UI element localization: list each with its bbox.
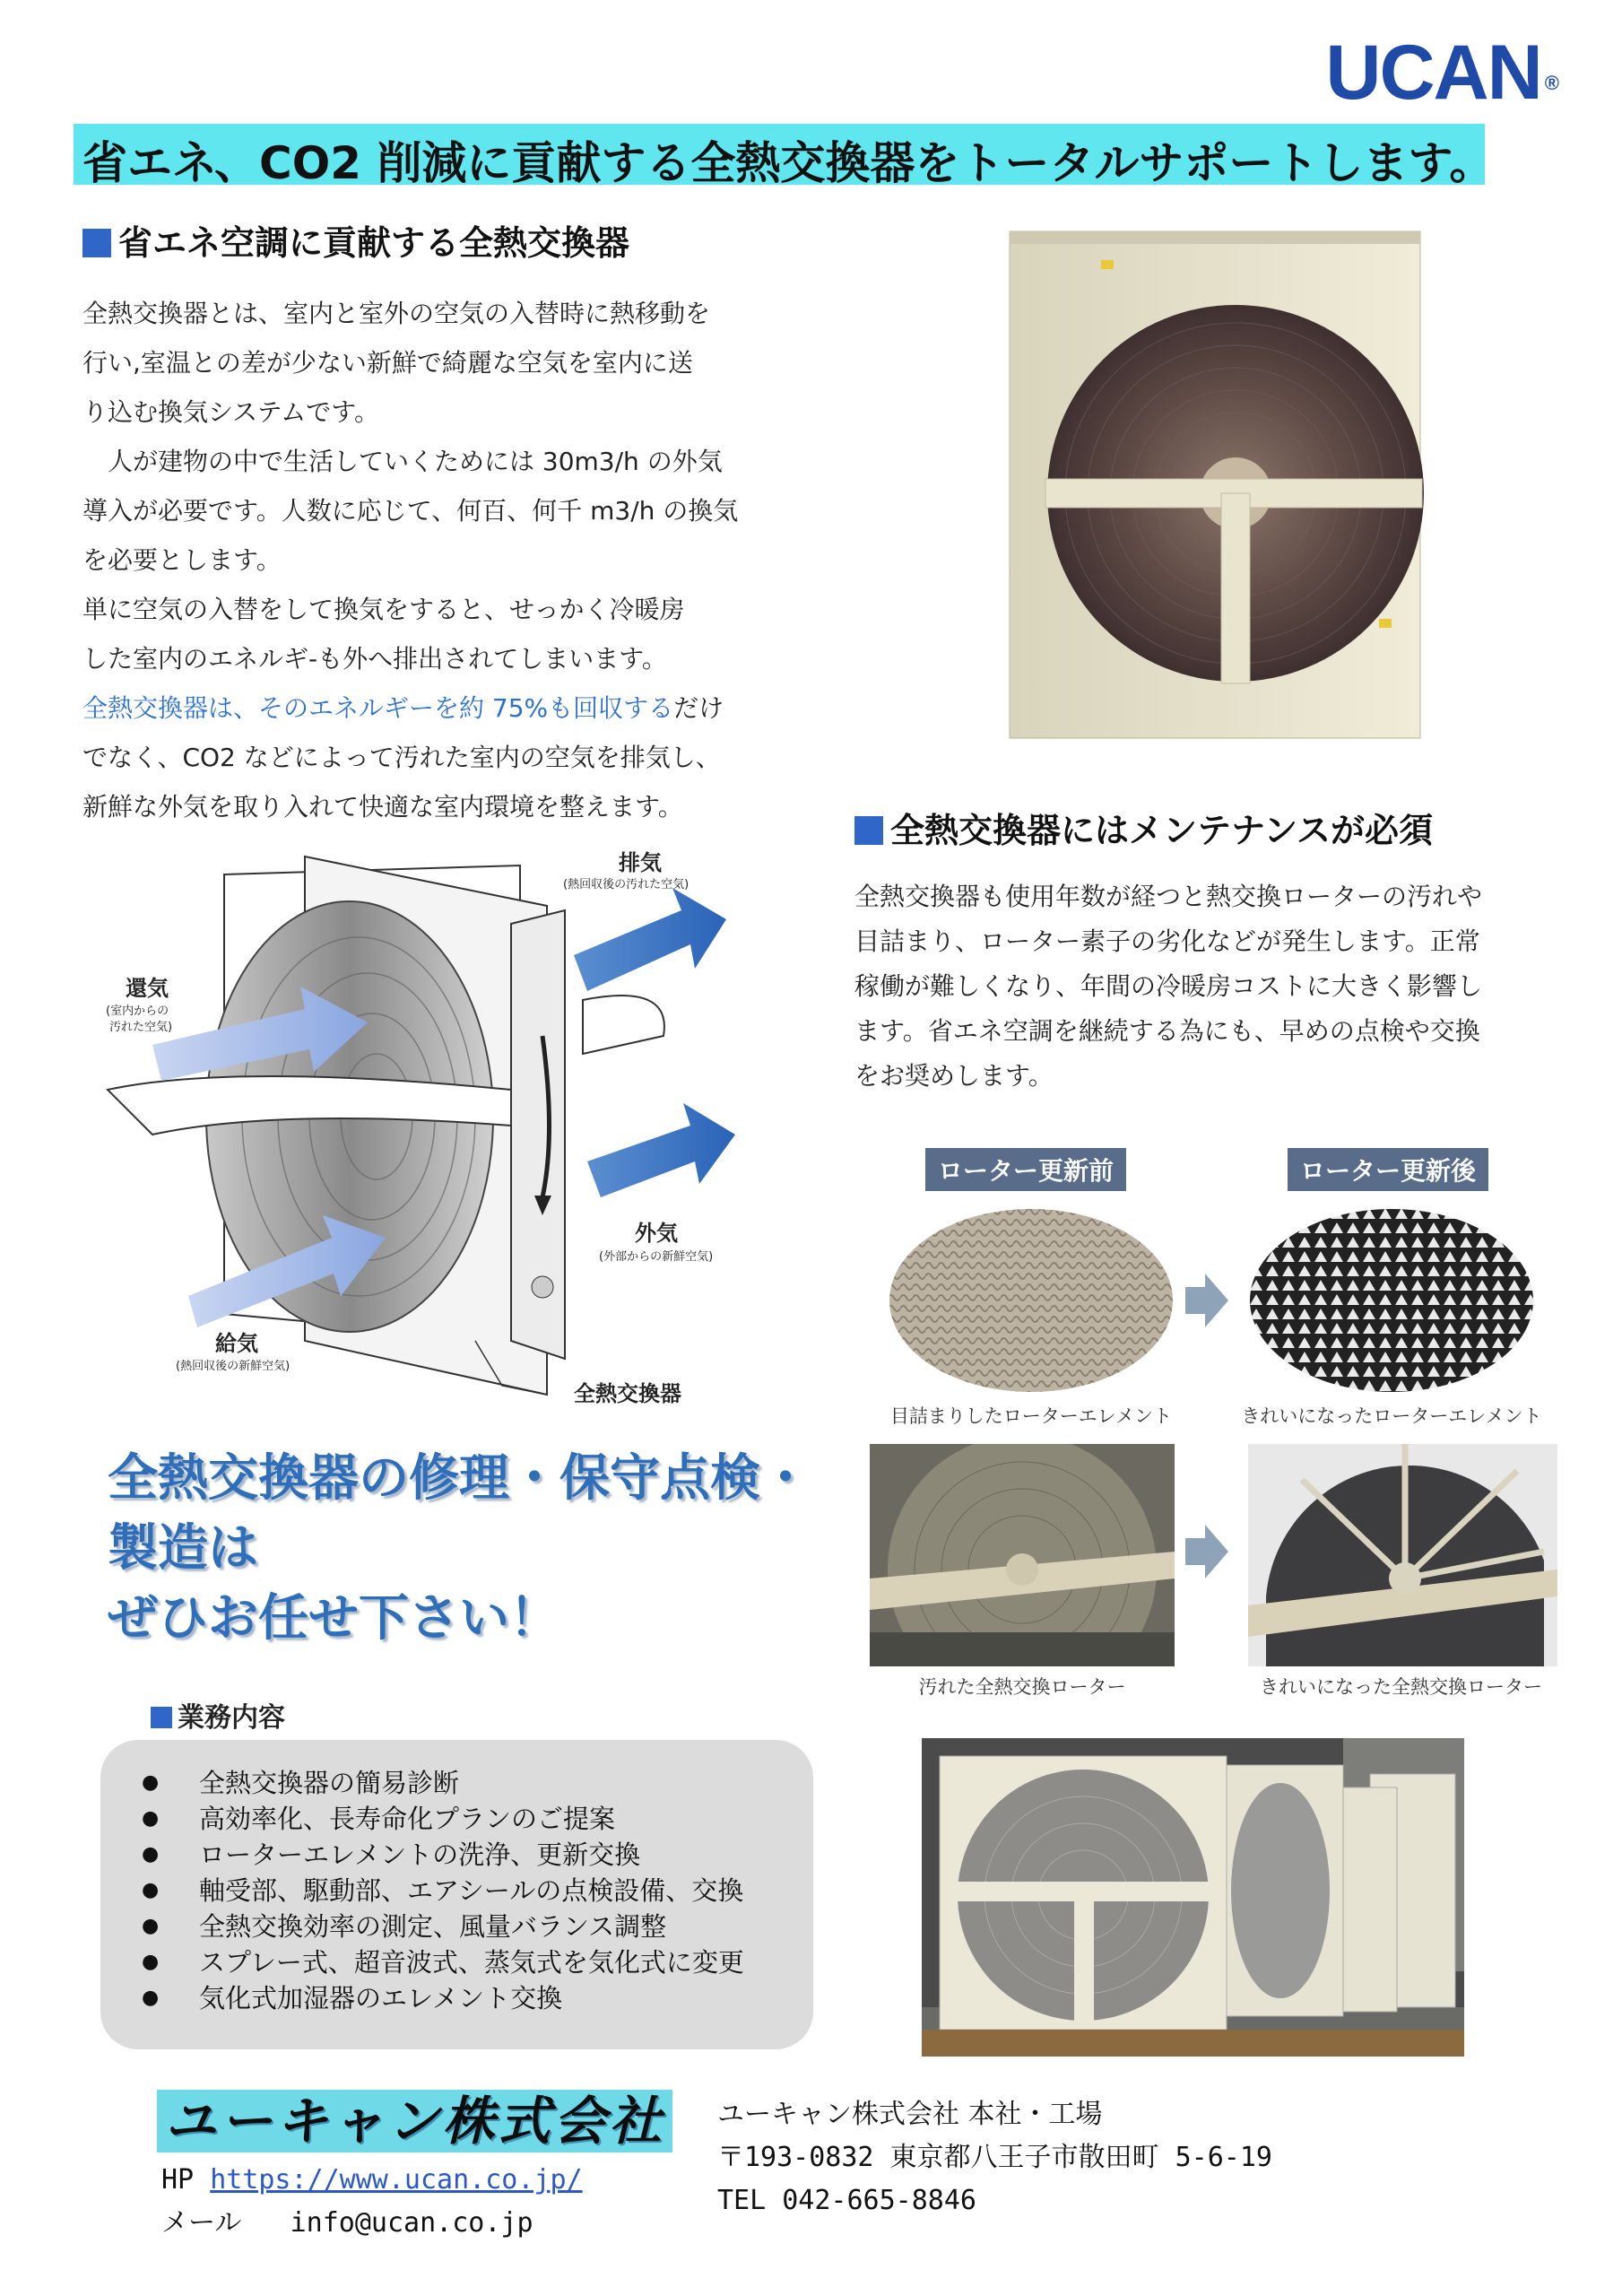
label-exhaust: 排気 xyxy=(619,850,662,875)
highlight-text: 全熱交換器は、そのエネルギーを約 75%も回収する xyxy=(82,693,674,723)
section1-body: 全熱交換器とは、室内と室外の空気の入替時に熱移動を 行い,室温との差が少ない新鮮で綺麗な空気を室内に送 り込む換気システムです。 人が建物の中で生活していくためには 30m3/h の外気 導入が必要です。人数に応じて、何百、何千 m3/h の換気 を必要とします。 単に空気の入替をして換気をすると、せっかく冷暖房 した室内のエネルギ-も外へ排出されてしまいます。 全熱交換器は、そのエネルギーを約 75%も回収するだけ でなく、CO2 などによって汚れた室内の空気を排気し、 新鮮な外気を取り入れて快適な室内環境を整えます。 xyxy=(82,299,739,822)
address: 〒193-0832 東京都八王子市散田町 5-6-19 xyxy=(717,2142,1272,2173)
mail-row: メール info@ucan.co.jp xyxy=(161,2207,533,2239)
label-unit: 全熱交換器 xyxy=(574,1381,681,1406)
label-return: 還気 xyxy=(126,976,169,1001)
airflow-diagram xyxy=(99,839,780,1413)
after-label: ローター更新後 xyxy=(1288,1148,1488,1191)
clean-rotor-photo xyxy=(1248,1444,1557,1666)
before-label: ローター更新前 xyxy=(925,1148,1126,1191)
label-supply: 給気 xyxy=(215,1331,258,1356)
label-return-sub2: 汚れた空気) xyxy=(109,1021,173,1034)
square-bullet-icon xyxy=(151,1707,172,1728)
clogged-element-photo xyxy=(888,1206,1175,1395)
square-bullet-icon xyxy=(82,229,111,257)
headline: 省エネ、CO2 削減に貢献する全熱交換器をトータルサポートします。 xyxy=(82,137,1495,189)
list-item: ● 高効率化、長寿命化プランのご提案 xyxy=(134,1801,744,1837)
mail-address[interactable]: info@ucan.co.jp xyxy=(290,2207,533,2239)
list-item: ● 全熱交換効率の測定、風量バランス調整 xyxy=(134,1909,744,1944)
caption-clean-element: きれいになったローターエレメント xyxy=(1241,1405,1542,1427)
caption-clogged-element: 目詰まりしたローターエレメント xyxy=(889,1405,1173,1427)
section1-heading: 省エネ空調に貢献する全熱交換器 xyxy=(82,215,629,265)
right-arrow-icon xyxy=(1185,1274,1230,1331)
square-bullet-icon xyxy=(854,816,883,845)
tel: TEL 042-665-8846 xyxy=(717,2185,976,2216)
heat-exchanger-photo xyxy=(1002,224,1433,744)
list-item: ● 全熱交換器の簡易診断 xyxy=(134,1765,744,1801)
label-outdoor-sub: (外部からの新鮮空気) xyxy=(599,1250,714,1264)
label-return-sub1: (室内からの xyxy=(106,1004,169,1018)
cta-text: 全熱交換器の修理・保守点検・ 製造は ぜひお任せ下さい！ xyxy=(108,1449,811,1648)
caption-clean-rotor: きれいになった全熱交換ローター xyxy=(1260,1676,1542,1698)
label-supply-sub: (熱回収後の新鮮空気) xyxy=(176,1360,291,1373)
company-logo: ユーキャン株式会社 xyxy=(157,2090,672,2152)
ucan-logo: UCAN ® xyxy=(1325,30,1559,116)
office-name: ユーキャン株式会社 本社・工場 xyxy=(717,2099,1103,2130)
hp-link[interactable]: https://www.ucan.co.jp/ xyxy=(210,2164,583,2196)
list-item: ● ローターエレメントの洗浄、更新交換 xyxy=(134,1837,744,1873)
section2-body: 全熱交換器も使用年数が経つと熱交換ローターの汚れや 目詰まり、ローター素子の劣化などが発生します。正常 稼働が難しくなり、年間の冷暖房コストに大きく影響し ます。省エネ空調を継続する為にも、早めの点検や交換 をお奨めします。 xyxy=(854,882,1483,1091)
list-item: ● 気化式加湿器のエレメント交換 xyxy=(134,1980,744,2016)
list-item: ● スプレー式、超音波式、蒸気式を気化式に変更 xyxy=(134,1944,744,1980)
dirty-rotor-photo xyxy=(870,1444,1175,1666)
right-arrow-icon xyxy=(1185,1525,1230,1582)
label-exhaust-sub: (熱回収後の汚れた空気) xyxy=(563,878,690,891)
factory-units-photo xyxy=(922,1738,1464,2057)
label-outdoor: 外気 xyxy=(635,1221,678,1246)
caption-dirty-rotor: 汚れた全熱交換ローター xyxy=(918,1676,1126,1698)
list-item: ● 軸受部、駆動部、エアシールの点検設備、交換 xyxy=(134,1873,744,1909)
clean-element-photo xyxy=(1248,1206,1535,1395)
services-list xyxy=(134,1765,744,2016)
hp-row: HP https://www.ucan.co.jp/ xyxy=(161,2164,583,2196)
section2-heading: 全熱交換器にはメンテナンスが必須 xyxy=(854,803,1433,852)
services-heading: 業務内容 xyxy=(151,1695,285,1735)
